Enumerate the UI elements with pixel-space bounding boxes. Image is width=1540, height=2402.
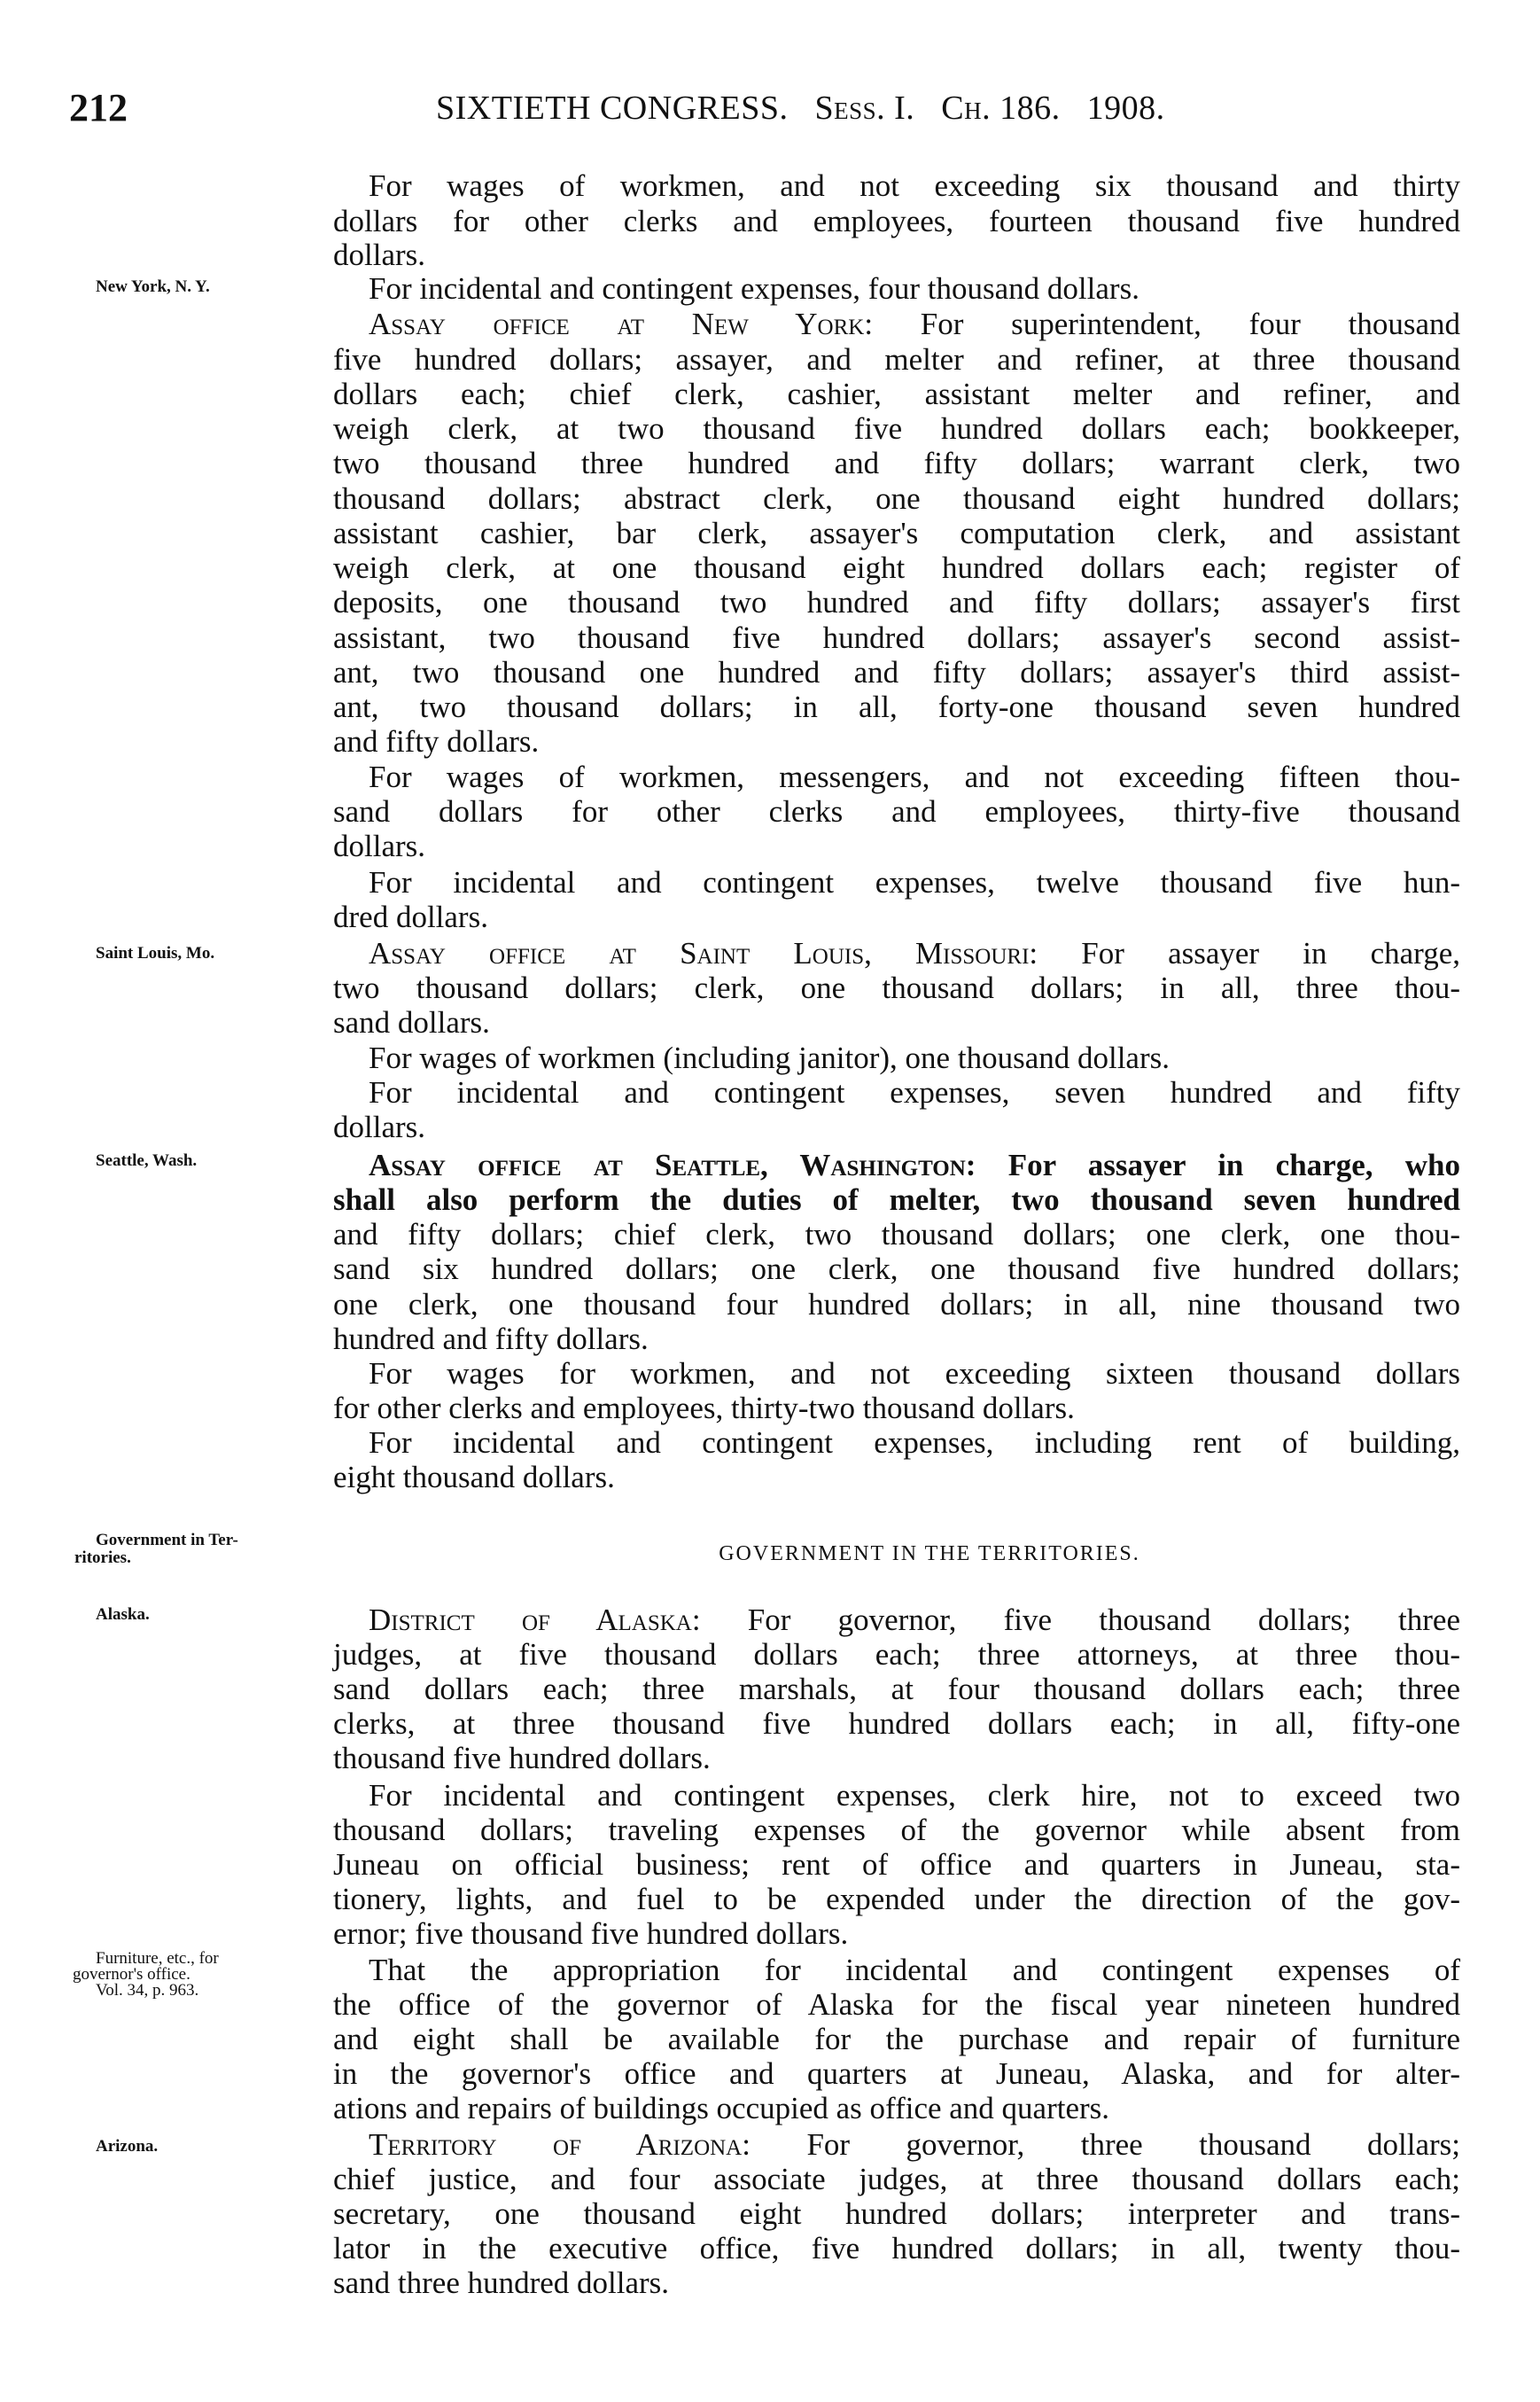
heading-alaska: District of Alaska: [369, 1603, 701, 1637]
text-line: For incidental and contingent expenses, seven hundred and fifty [369, 1075, 1460, 1110]
text-line: and fifty dollars; chief clerk, two thousand dollars; one clerk, one thou- [333, 1217, 1460, 1252]
text-line: ernor; five thousand five hundred dollars. [333, 1916, 849, 1951]
text-line: the office of the governor of Alaska for the fiscal year nineteen hundred [333, 1987, 1460, 2022]
text-line: assistant, two thousand five hundred dollars; assayer's second assist- [333, 620, 1460, 655]
text-line: That the appropriation for incidental and contingent expenses of [369, 1953, 1460, 1987]
text-line: District of Alaska: For governor, five thousand dollars; three [369, 1603, 1460, 1637]
text-line: ations and repairs of buildings occupied as office and quarters. [333, 2091, 1110, 2125]
text-line: dollars for other clerks and employees, fourteen thousand five hundred [333, 204, 1460, 238]
chapter-label: Ch. 186. [941, 90, 1061, 127]
text-line: one clerk, one thousand four hundred dollars; in all, nine thousand two [333, 1287, 1460, 1322]
heading-saint-louis: Assay office at Saint Louis, Missouri: [369, 936, 1038, 971]
text-line: clerks, at three thousand five hundred dollars each; in all, fifty-one [333, 1706, 1460, 1741]
text-line: for other clerks and employees, thirty-two thousand dollars. [333, 1391, 1075, 1425]
margin-note-furniture-1: Furniture, etc., for [96, 1949, 219, 1968]
text-line: For wages of workmen, and not exceeding six thousand and thirty [369, 168, 1460, 203]
running-header [0, 82, 1540, 135]
text-line: Assay office at Saint Louis, Missouri: For assayer in charge, [369, 936, 1460, 971]
text-line: dollars each; chief clerk, cashier, assistant melter and refiner, and [333, 377, 1460, 411]
text-line: For wages of workmen (including janitor), one thousand dollars. [369, 1041, 1170, 1075]
text-line: ant, two thousand dollars; in all, forty-one thousand seven hundred [333, 690, 1460, 724]
text-line: weigh clerk, at two thousand five hundred dollars each; bookkeeper, [333, 411, 1460, 446]
margin-note-government-territories-2: ritories. [74, 1548, 131, 1567]
margin-note-alaska: Alaska. [96, 1605, 150, 1624]
text-line: eight thousand dollars. [333, 1460, 615, 1494]
text-line: deposits, one thousand two hundred and fifty dollars; assayer's first [333, 585, 1460, 620]
text-line: sand six hundred dollars; one clerk, one thousand five hundred dollars; [333, 1252, 1460, 1286]
text-line: thousand five hundred dollars. [333, 1741, 711, 1775]
text-line: sand dollars for other clerks and employees, thirty-five thousand [333, 794, 1460, 829]
text-line: dollars. [333, 829, 426, 863]
text-line: sand dollars each; three marshals, at four thousand dollars each; three [333, 1672, 1460, 1706]
text-line: dollars. [333, 238, 426, 272]
heading-seattle: Assay office at Seattle, Washington: [369, 1148, 976, 1182]
text-line: thousand dollars; abstract clerk, one thousand eight hundred dollars; [333, 481, 1460, 516]
text-line: dred dollars. [333, 900, 488, 934]
text-line: For incidental and contingent expenses, twelve thousand five hun- [369, 865, 1460, 900]
text-line: lator in the executive office, five hundred dollars; in all, twenty thou- [333, 2231, 1460, 2266]
text-line: two thousand three hundred and fifty dollars; warrant clerk, two [333, 446, 1460, 480]
text-line: in the governor's office and quarters at Juneau, Alaska, and for alter- [333, 2056, 1460, 2091]
margin-note-saint-louis: Saint Louis, Mo. [96, 944, 215, 963]
running-head [436, 89, 1165, 128]
text-line: For incidental and contingent expenses, including rent of building, [369, 1425, 1460, 1460]
text-line: chief justice, and four associate judges, at three thousand dollars each; [333, 2162, 1460, 2196]
margin-note-new-york: New York, N. Y. [96, 277, 210, 296]
text-line: tionery, lights, and fuel to be expended under the direction of the gov- [333, 1882, 1460, 1916]
text-line: Assay office at Seattle, Washington: For assayer in charge, who [369, 1148, 1460, 1182]
text-line: sand three hundred dollars. [333, 2266, 670, 2300]
text-line: and eight shall be available for the purchase and repair of furniture [333, 2022, 1460, 2056]
margin-note-government-territories-1: Government in Ter- [96, 1531, 238, 1549]
margin-note-furniture-2: governor's office. [73, 1965, 191, 1984]
text-line: hundred and fifty dollars. [333, 1322, 649, 1356]
text-line: For wages of workmen, messengers, and not exceeding fifteen thou- [369, 760, 1460, 794]
text-line: Juneau on official business; rent of office and quarters in Juneau, sta- [333, 1847, 1460, 1882]
text-line: dollars. [333, 1110, 426, 1144]
text-line: sand dollars. [333, 1005, 490, 1040]
heading-arizona: Territory of Arizona: [369, 2127, 751, 2162]
text-line: assistant cashier, bar clerk, assayer's computation clerk, and assistant [333, 516, 1460, 550]
text-line: and fifty dollars. [333, 724, 540, 759]
margin-note-seattle: Seattle, Wash. [96, 1151, 198, 1170]
text-line: judges, at five thousand dollars each; three attorneys, at three thou- [333, 1637, 1460, 1672]
text-line: two thousand dollars; clerk, one thousand dollars; in all, three thou- [333, 971, 1460, 1005]
text-line: For incidental and contingent expenses, clerk hire, not to exceed two [369, 1778, 1460, 1813]
page-number: 212 [69, 86, 128, 129]
text-line: weigh clerk, at one thousand eight hundred dollars each; register of [333, 550, 1460, 585]
session-label: Sess. I. [814, 90, 915, 127]
section-heading: GOVERNMENT IN THE TERRITORIES. [719, 1542, 1140, 1565]
text-line: five hundred dollars; assayer, and melter and refiner, at three thousand [333, 342, 1460, 377]
text-line: thousand dollars; traveling expenses of the governor while absent from [333, 1813, 1460, 1847]
heading-new-york: Assay office at New York: [369, 307, 874, 341]
text-line: For incidental and contingent expenses, four thousand dollars. [369, 271, 1139, 306]
congress-label: SIXTIETH CONGRESS. [436, 90, 789, 127]
year-label: 1908. [1086, 90, 1165, 127]
margin-note-furniture-3: Vol. 34, p. 963. [96, 1981, 199, 2000]
text-line: shall also perform the duties of melter, two thousand seven hundred [333, 1182, 1460, 1217]
text-line: ant, two thousand one hundred and fifty dollars; assayer's third assist- [333, 655, 1460, 690]
text-line: For wages for workmen, and not exceeding sixteen thousand dollars [369, 1356, 1460, 1391]
text-line: Assay office at New York: For superintendent, four thousand [369, 307, 1460, 341]
margin-note-arizona: Arizona. [96, 2137, 159, 2156]
text-line: Territory of Arizona: For governor, three thousand dollars; [369, 2127, 1460, 2162]
text-line: secretary, one thousand eight hundred dollars; interpreter and trans- [333, 2196, 1460, 2231]
